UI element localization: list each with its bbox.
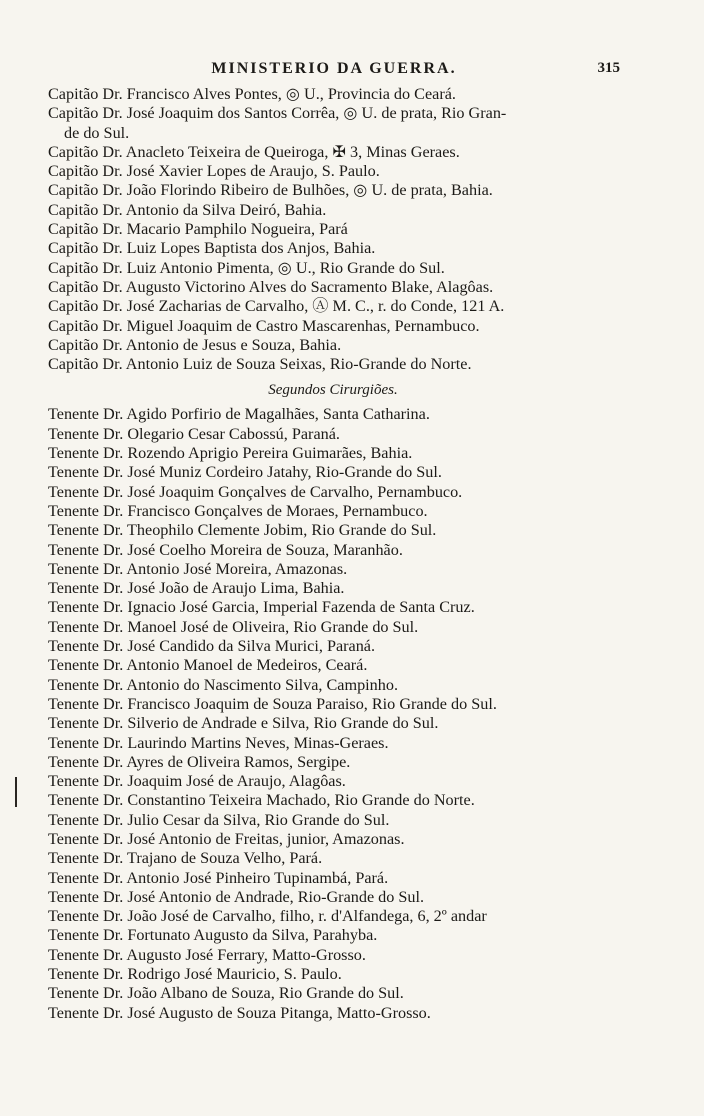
roster-entry: Capitão Dr. João Florindo Ribeiro de Bulhões, ◎ U. de prata, Bahia. (48, 181, 493, 200)
roster-entry: Tenente Dr. Antonio Manoel de Medeiros, Ceará. (48, 656, 368, 675)
roster-entry: Tenente Dr. José João de Araujo Lima, Bahia. (48, 579, 345, 598)
roster-entry: Tenente Dr. Ayres de Oliveira Ramos, Sergipe. (48, 752, 351, 771)
roster-entry: Tenente Dr. Olegario Cesar Cabossú, Paraná. (48, 424, 340, 443)
roster-entry: Tenente Dr. José Augusto de Souza Pitanga, Matto-Grosso. (48, 1003, 431, 1022)
page-number: 315 (597, 60, 620, 76)
roster-entry: Tenente Dr. João Albano de Souza, Rio Grande do Sul. (48, 984, 404, 1003)
roster-entry: Capitão Dr. Macario Pamphilo Nogueira, Pará (48, 220, 348, 239)
section-heading: Segundos Cirurgiões. (268, 382, 398, 399)
roster-entry: Capitão Dr. Antonio da Silva Deiró, Bahia. (48, 200, 327, 219)
roster-entry: Tenente Dr. Antonio José Moreira, Amazonas. (48, 559, 348, 578)
roster-entry: Tenente Dr. Silverio de Andrade e Silva, Rio Grande do Sul. (48, 714, 439, 733)
roster-entry: Tenente Dr. Fortunato Augusto da Silva, Parahyba. (48, 926, 378, 945)
roster-entry: Capitão Dr. Antonio Luiz de Souza Seixas, Rio-Grande do Norte. (48, 355, 472, 374)
roster-entry: Capitão Dr. Luiz Lopes Baptista dos Anjos, Bahia. (48, 239, 376, 258)
margin-ink-mark (15, 777, 17, 807)
roster-entry: de do Sul. (64, 123, 130, 142)
roster-entry: Tenente Dr. Theophilo Clemente Jobim, Rio Grande do Sul. (48, 521, 437, 540)
roster-entry: Capitão Dr. Antonio de Jesus e Souza, Bahia. (48, 335, 342, 354)
roster-entry: Tenente Dr. Manoel José de Oliveira, Rio Grande do Sul. (48, 617, 419, 636)
roster-entry: Capitão Dr. Augusto Victorino Alves do Sacramento Blake, Alagôas. (48, 277, 494, 296)
roster-entry: Tenente Dr. José Muniz Cordeiro Jatahy, Rio-Grande do Sul. (48, 463, 442, 482)
roster-entry: Tenente Dr. Augusto José Ferrary, Matto-Grosso. (48, 945, 366, 964)
roster-entry: Tenente Dr. Ignacio José Garcia, Imperial Fazenda de Santa Cruz. (48, 598, 475, 617)
roster-entry: Tenente Dr. Constantino Teixeira Machado, Rio Grande do Norte. (48, 791, 475, 810)
roster-entry: Tenente Dr. Joaquim José de Araujo, Alagôas. (48, 772, 346, 791)
roster-entry: Tenente Dr. Francisco Joaquim de Souza Paraiso, Rio Grande do Sul. (48, 694, 497, 713)
capitaes-list (48, 85, 618, 374)
tenentes-list (48, 405, 618, 1023)
roster-entry: Capitão Dr. Francisco Alves Pontes, ◎ U., Provincia do Ceará. (48, 85, 456, 103)
roster (48, 85, 618, 1023)
roster-entry: Tenente Dr. Julio Cesar da Silva, Rio Grande do Sul. (48, 810, 390, 829)
roster-entry: Tenente Dr. Trajano de Souza Velho, Pará. (48, 849, 323, 868)
roster-entry: Capitão Dr. José Zacharias de Carvalho, Ⓐ M. C., r. do Conde, 121 A. (48, 297, 505, 316)
roster-entry: Capitão Dr. Luiz Antonio Pimenta, ◎ U., Rio Grande do Sul. (48, 258, 445, 277)
running-title: MINISTERIO DA GUERRA. (211, 60, 457, 77)
roster-entry: Tenente Dr. Laurindo Martins Neves, Minas-Geraes. (48, 733, 389, 752)
roster-entry: Capitão Dr. Anacleto Teixeira de Queiroga, ✠ 3, Minas Geraes. (48, 142, 460, 161)
roster-entry: Tenente Dr. Antonio do Nascimento Silva, Campinho. (48, 675, 398, 694)
roster-entry: Tenente Dr. Agido Porfirio de Magalhães, Santa Catharina. (48, 405, 430, 424)
roster-entry: Capitão Dr. José Joaquim dos Santos Corrêa, ◎ U. de prata, Rio Gran- (48, 104, 507, 123)
roster-entry: Tenente Dr. Rozendo Aprigio Pereira Guimarães, Bahia. (48, 444, 413, 463)
page-header (48, 60, 620, 82)
roster-entry: Capitão Dr. José Xavier Lopes de Araujo, S. Paulo. (48, 162, 380, 181)
roster-entry: Capitão Dr. Miguel Joaquim de Castro Mascarenhas, Pernambuco. (48, 316, 480, 335)
roster-entry: Tenente Dr. José Coelho Moreira de Souza, Maranhão. (48, 540, 403, 559)
roster-entry: Tenente Dr. José Joaquim Gonçalves de Carvalho, Pernambuco. (48, 482, 463, 501)
roster-entry: Tenente Dr. Rodrigo José Mauricio, S. Paulo. (48, 965, 342, 984)
roster-entry: Tenente Dr. José Antonio de Andrade, Rio-Grande do Sul. (48, 887, 425, 906)
roster-entry: Tenente Dr. Francisco Gonçalves de Moraes, Pernambuco. (48, 501, 428, 520)
roster-entry: Tenente Dr. José Antonio de Freitas, junior, Amazonas. (48, 829, 405, 848)
roster-entry: Tenente Dr. João José de Carvalho, filho, r. d'Alfandega, 6, 2º andar (48, 907, 487, 926)
roster-entry: Tenente Dr. Antonio José Pinheiro Tupinambá, Pará. (48, 868, 389, 887)
roster-entry: Tenente Dr. José Candido da Silva Murici, Paraná. (48, 637, 376, 656)
